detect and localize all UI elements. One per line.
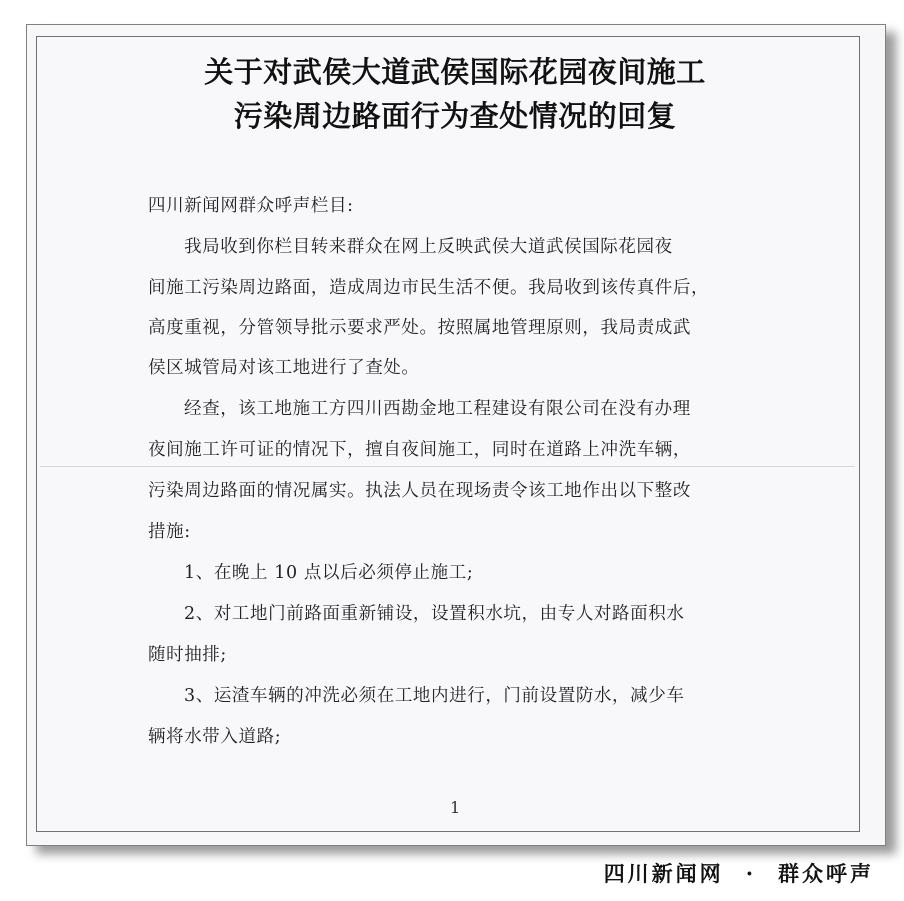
- body-line: 经查，该工地施工方四川西勘金地工程建设有限公司在没有办理: [184, 399, 691, 419]
- document-page: [36, 36, 860, 832]
- footer-column-name: 群众呼声: [778, 861, 874, 886]
- list-item-1: 1、在晚上 10 点以后必须停止施工;: [184, 563, 474, 583]
- body-line: 污染周边路面的情况属实。执法人员在现场责令该工地作出以下整改: [148, 481, 691, 501]
- document-title: [110, 50, 800, 138]
- paper-fold-line: [40, 466, 855, 467]
- list-item-3-cont: 辆将水带入道路;: [148, 727, 282, 747]
- body-line: 我局收到你栏目转来群众在网上反映武侯大道武侯国际花园夜: [184, 237, 673, 257]
- list-item-3: 3、运渣车辆的冲洗必须在工地内进行，门前设置防水，减少车: [184, 686, 685, 706]
- body-line: 间施工污染周边路面，造成周边市民生活不便。我局收到该传真件后，: [148, 278, 710, 298]
- body-line: 夜间施工许可证的情况下，擅自夜间施工，同时在道路上冲洗车辆，: [148, 440, 691, 460]
- salutation: 四川新闻网群众呼声栏目:: [148, 196, 354, 216]
- page-number: 1: [450, 798, 461, 817]
- body-line: 高度重视，分管领导批示要求严处。按照属地管理原则，我局责成武: [148, 318, 691, 338]
- footer-caption: [604, 858, 874, 888]
- title-line-1: 关于对武侯大道武侯国际花园夜间施工: [204, 55, 706, 89]
- list-item-2: 2、对工地门前路面重新铺设，设置积水坑，由专人对路面积水: [184, 604, 685, 624]
- list-item-2-cont: 随时抽排;: [148, 645, 227, 665]
- footer-separator: ·: [745, 861, 756, 886]
- footer-site-name: 四川新闻网: [603, 861, 724, 886]
- body-line: 侯区城管局对该工地进行了查处。: [148, 358, 420, 378]
- body-line: 措施:: [148, 522, 191, 542]
- title-line-2: 污染周边路面行为查处情况的回复: [233, 99, 677, 133]
